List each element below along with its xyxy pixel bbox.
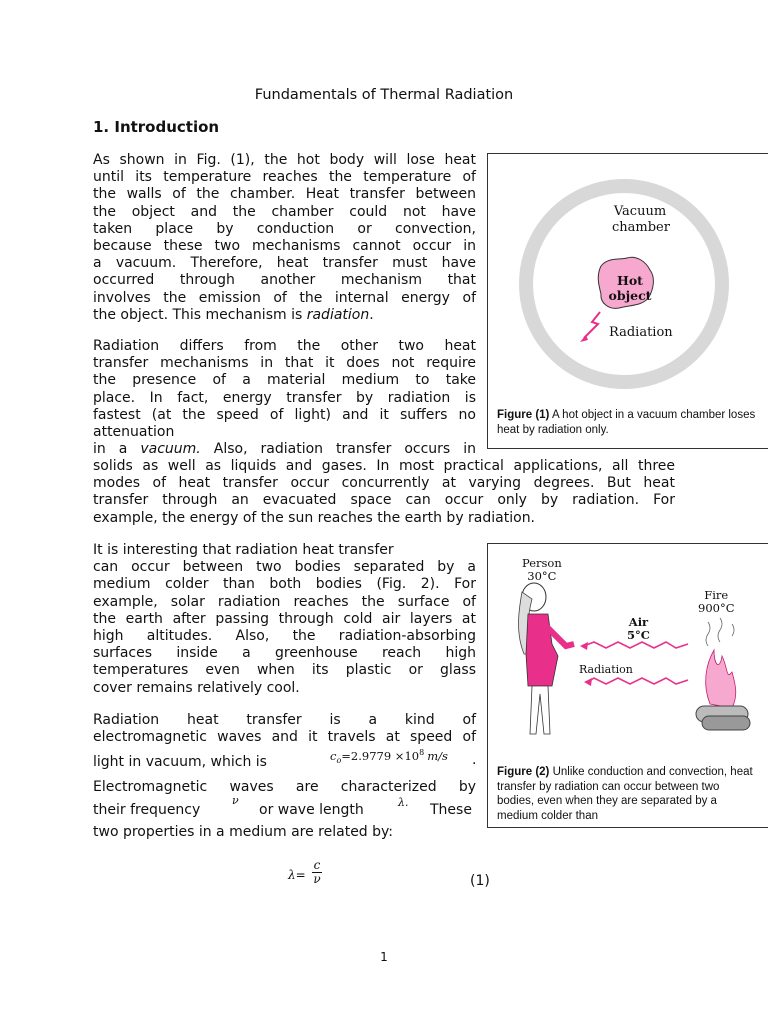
- text-line: example, the energy of the sun reaches the earth by radiation.: [93, 509, 536, 526]
- caption-label: Figure (1): [497, 409, 550, 421]
- text-line: two properties in a medium are related by:: [93, 824, 394, 840]
- text-line: because these two mechanisms cannot occur in: [93, 238, 476, 255]
- text-segment: the object. This mechanism is: [93, 306, 307, 323]
- paragraph-2: [93, 338, 476, 458]
- figure-2: [487, 543, 768, 828]
- caption-label: Figure (2): [497, 766, 550, 778]
- text-line: can occur between two bodies separated by a: [93, 559, 476, 576]
- radiation-arrow: [584, 312, 600, 338]
- formula-exponent: 8: [419, 748, 425, 757]
- fire-flames: [706, 650, 736, 708]
- air-label: [627, 616, 650, 642]
- text-line: a vacuum. Therefore, heat transfer must have: [93, 255, 476, 272]
- paragraph-2-wide: [93, 458, 675, 527]
- text-line: the walls of the chamber. Heat transfer between: [93, 186, 476, 203]
- text-line: transfer through an evacuated space can occur only by radiation. For: [93, 492, 675, 509]
- page-title: Fundamentals of Thermal Radiation: [254, 87, 514, 103]
- text-segment: .: [369, 306, 374, 323]
- text-line: cover remains relatively cool.: [93, 679, 300, 696]
- equation-denominator: ν: [313, 872, 321, 886]
- text-segment: Also, radiation transfer occurs in: [200, 441, 476, 458]
- radiation-wave-1: [584, 642, 688, 648]
- text-segment: These: [430, 802, 472, 818]
- label-line: 900°C: [698, 601, 735, 615]
- text-line: until its temperature reaches the temperature of: [93, 169, 476, 186]
- text-line: involves the emission of the internal energy of: [93, 289, 476, 306]
- text-line: example, solar radiation reaches the surface of: [93, 593, 476, 610]
- label-line: Fire: [704, 588, 729, 602]
- figure-1-caption: [497, 408, 759, 437]
- person-legs: [530, 686, 550, 734]
- text-line: It is interesting that radiation heat transfer: [93, 542, 394, 558]
- label-line: Hot: [617, 273, 643, 288]
- equation-number: (1): [470, 873, 490, 889]
- radiation-label: Radiation: [609, 325, 673, 340]
- label-line: Vacuum: [613, 204, 667, 219]
- text-line: Electromagnetic waves are characterized by: [93, 779, 476, 795]
- equation-numerator: c: [313, 858, 321, 872]
- vacuum-chamber-label: [612, 204, 668, 236]
- text-line: transfer mechanisms in that it does not require: [93, 355, 476, 372]
- speed-of-light-formula: [330, 748, 448, 765]
- text-line: the object and the chamber could not have: [93, 203, 476, 220]
- label-line: 5°C: [627, 628, 650, 642]
- section-heading: 1. Introduction: [93, 118, 220, 136]
- text-segment: in a: [93, 441, 141, 458]
- paragraph-3: [93, 542, 476, 697]
- caption-text: A hot object in a vacuum chamber loses heat by radiation only.: [497, 409, 756, 436]
- text-line: As shown in Fig. (1), the hot body will lose heat: [93, 152, 476, 168]
- text-line: place. In fact, energy transfer by radiation is: [93, 389, 476, 406]
- text-line: electromagnetic waves and it travels at speed of: [93, 729, 476, 746]
- formula-value: =2.9779 ×10: [341, 748, 420, 763]
- caption-text: Unlike conduction and convection, heat transfer by radiation can occur between two bodies, even when they are separated by a medium colder than: [497, 766, 753, 822]
- figure-2-caption: [497, 765, 759, 823]
- paragraph-4b: [93, 779, 476, 796]
- arrow-head: [584, 678, 592, 686]
- label-line: object: [608, 288, 652, 303]
- equation-lhs: λ=: [288, 868, 306, 882]
- formula-subscript: o: [336, 756, 342, 766]
- paragraph-1: [93, 152, 476, 324]
- text-line: Radiation differs from the other two heat: [93, 338, 476, 354]
- label-line: Air: [628, 615, 649, 629]
- text-line: occurred through another mechanism that: [93, 272, 476, 289]
- text-line: [93, 307, 476, 324]
- text-segment: or wave length: [259, 802, 364, 818]
- text-segment: their frequency: [93, 802, 201, 818]
- text-line: medium colder than both bodies (Fig. 2). For: [93, 576, 476, 593]
- text-segment: .: [472, 752, 477, 768]
- equation-fraction: [312, 859, 322, 886]
- page-number: 1: [380, 950, 388, 964]
- label-line: chamber: [612, 220, 670, 235]
- fire-log: [702, 716, 750, 730]
- figure-1: [487, 153, 768, 449]
- text-line: fastest (at the speed of light) and it suffers no: [93, 406, 476, 423]
- text-line: surfaces inside a greenhouse reach high: [93, 645, 476, 662]
- text-line: the earth after passing through cold air layers at: [93, 610, 476, 627]
- label-line: 30°C: [527, 569, 557, 583]
- text-line: Radiation heat transfer is a kind of: [93, 712, 476, 728]
- heat-waves: [706, 618, 734, 646]
- text-line: light in vacuum, which is: [93, 754, 267, 770]
- text-line: attenuation: [93, 424, 175, 441]
- text-line: solids as well as liquids and gases. In most practical applications, all three: [93, 458, 675, 474]
- label-line: Person: [522, 556, 562, 570]
- text-line: high altitudes. Also, the radiation-absorbing: [93, 628, 476, 645]
- text-line: modes of heat transfer occur concurrently at varying degrees. But heat: [93, 475, 675, 492]
- radiation-label: Radiation: [579, 663, 633, 676]
- arrow-head: [580, 642, 588, 650]
- radiation-wave-2: [588, 678, 688, 684]
- fire-label: [698, 589, 735, 615]
- hot-object-label: [608, 273, 652, 303]
- text-line: taken place by conduction or convection,: [93, 220, 476, 237]
- nu-symbol: ν: [232, 794, 239, 807]
- lambda-symbol: λ.: [398, 796, 409, 809]
- text-line: the presence of a material medium to take: [93, 372, 476, 389]
- paragraph-4: [93, 712, 476, 746]
- text-line: temperatures even when its plastic or glass: [93, 662, 476, 679]
- formula-unit: m/s: [427, 748, 448, 763]
- emphasis-vacuum: vacuum.: [140, 441, 201, 458]
- person-body: [526, 614, 558, 686]
- emphasis-radiation: radiation: [306, 306, 370, 323]
- person-label: [522, 557, 562, 583]
- formula-symbol: c: [330, 748, 337, 763]
- text-line: [93, 441, 476, 458]
